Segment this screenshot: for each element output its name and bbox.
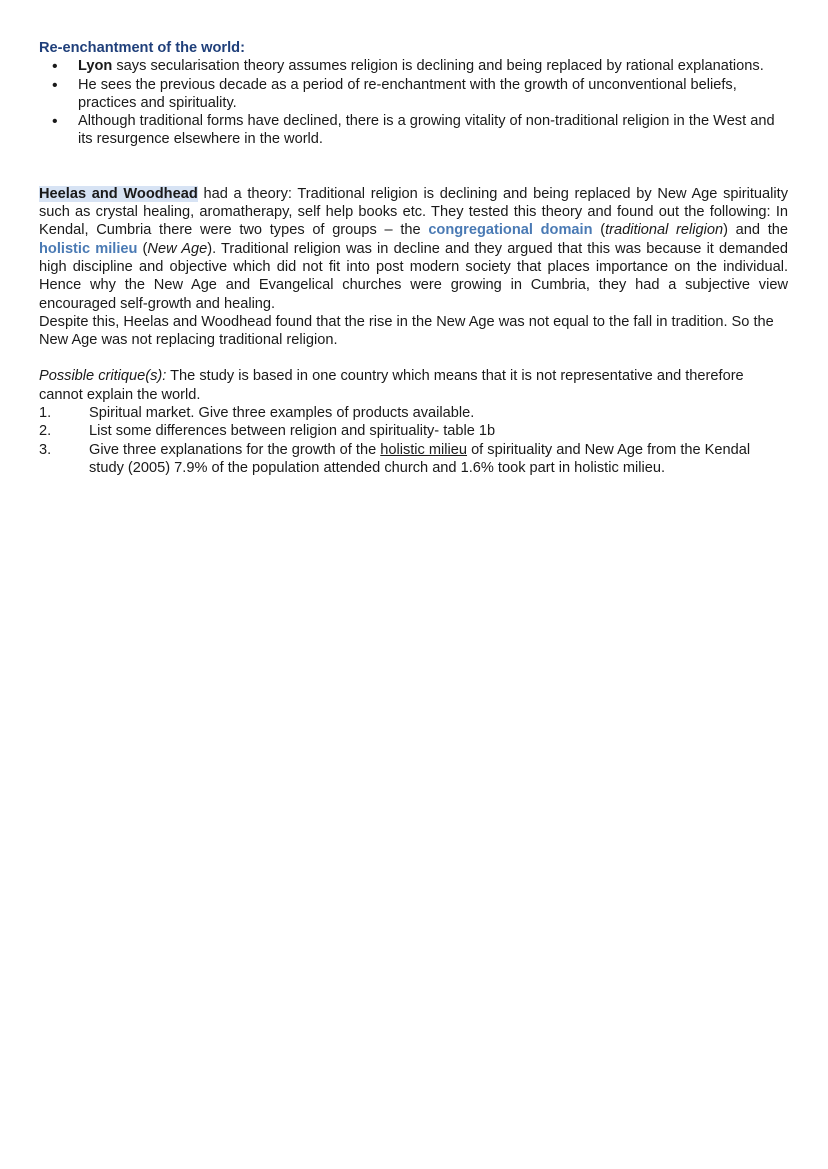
list-item — [39, 76, 778, 113]
bullet-text: says secularisation theory assumes religion is declining and being replaced by rational explanations. — [112, 58, 764, 75]
heelas-woodhead-paragraph — [39, 185, 788, 313]
reenchantment-bullet-list — [39, 57, 788, 148]
paragraph-text: ) and the — [723, 222, 789, 239]
list-item — [39, 112, 778, 149]
spacer — [39, 349, 788, 367]
bullet-icon: • — [52, 76, 58, 94]
question-text: List some differences between religion and spirituality- table 1b — [89, 423, 496, 440]
term-holistic-milieu: holistic milieu — [39, 240, 138, 257]
question-number: 2. — [39, 423, 52, 440]
bullet-text: He sees the previous decade as a period of re-enchantment with the growth of unconventional beliefs, practices and spirituality. — [78, 76, 737, 111]
list-item — [39, 404, 788, 422]
critique-text: The study is based in one country which means that it is not representative and therefore cannot explain the world. — [39, 368, 744, 403]
question-number: 1. — [39, 405, 52, 422]
section-heading-reenchantment: Re-enchantment of the world: — [39, 40, 245, 56]
questions-list — [39, 404, 788, 477]
bullet-icon: • — [52, 113, 58, 131]
conclusion-paragraph: Despite this, Heelas and Woodhead found that the rise in the New Age was not equal to the fall in tradition. So the New Age was not replacing traditional religion. — [39, 313, 774, 349]
bullet-text: Although traditional forms have declined, there is a growing vitality of non-traditional religion in the West and its resurgence elsewhere in the world. — [78, 113, 775, 148]
bullet-icon: • — [52, 58, 58, 76]
question-text: Give three explanations for the growth of the — [89, 441, 381, 458]
list-item — [39, 422, 788, 440]
list-item — [39, 57, 778, 75]
term-congregational-domain: congregational domain — [428, 222, 593, 239]
author-name-lyon: Lyon — [78, 58, 113, 75]
list-item — [39, 441, 788, 478]
question-text: of spirituality and New Age from the Kendal study (2005) 7.9% of the population attended church and 1.6% took part in holistic milieu. — [89, 441, 751, 476]
question-number: 3. — [39, 441, 52, 458]
term-note: traditional religion — [605, 222, 724, 239]
paragraph-text: had a theory: Traditional religion is declining and being replaced by New Age spirituality such as crystal healing, aromatherapy, self help books etc. They tested this theory and found out the following: In Kendal, Cumbria there were two types of groups – the — [39, 185, 788, 239]
underlined-term-holistic-milieu: holistic milieu — [380, 441, 468, 458]
term-note: New Age — [147, 240, 208, 257]
critique-label: Possible critique(s): — [39, 368, 167, 385]
paragraph-text: ( — [137, 240, 148, 257]
critique-paragraph — [39, 367, 788, 404]
highlighted-author-names: Heelas and Woodhead — [39, 185, 198, 202]
spacer — [39, 149, 788, 185]
document-content — [39, 39, 788, 477]
paragraph-text: ). Traditional religion was in decline and they argued that this was because it demanded high discipline and objective which did not fit into post modern society that places importance on the individual. Hence why the New Age and Evangelical churches were growing in Cumbria, they had a subjective view encouraged self-growth and healing. — [39, 240, 788, 312]
paragraph-text: ( — [592, 222, 606, 239]
question-text: Spiritual market. Give three examples of products available. — [89, 405, 475, 422]
